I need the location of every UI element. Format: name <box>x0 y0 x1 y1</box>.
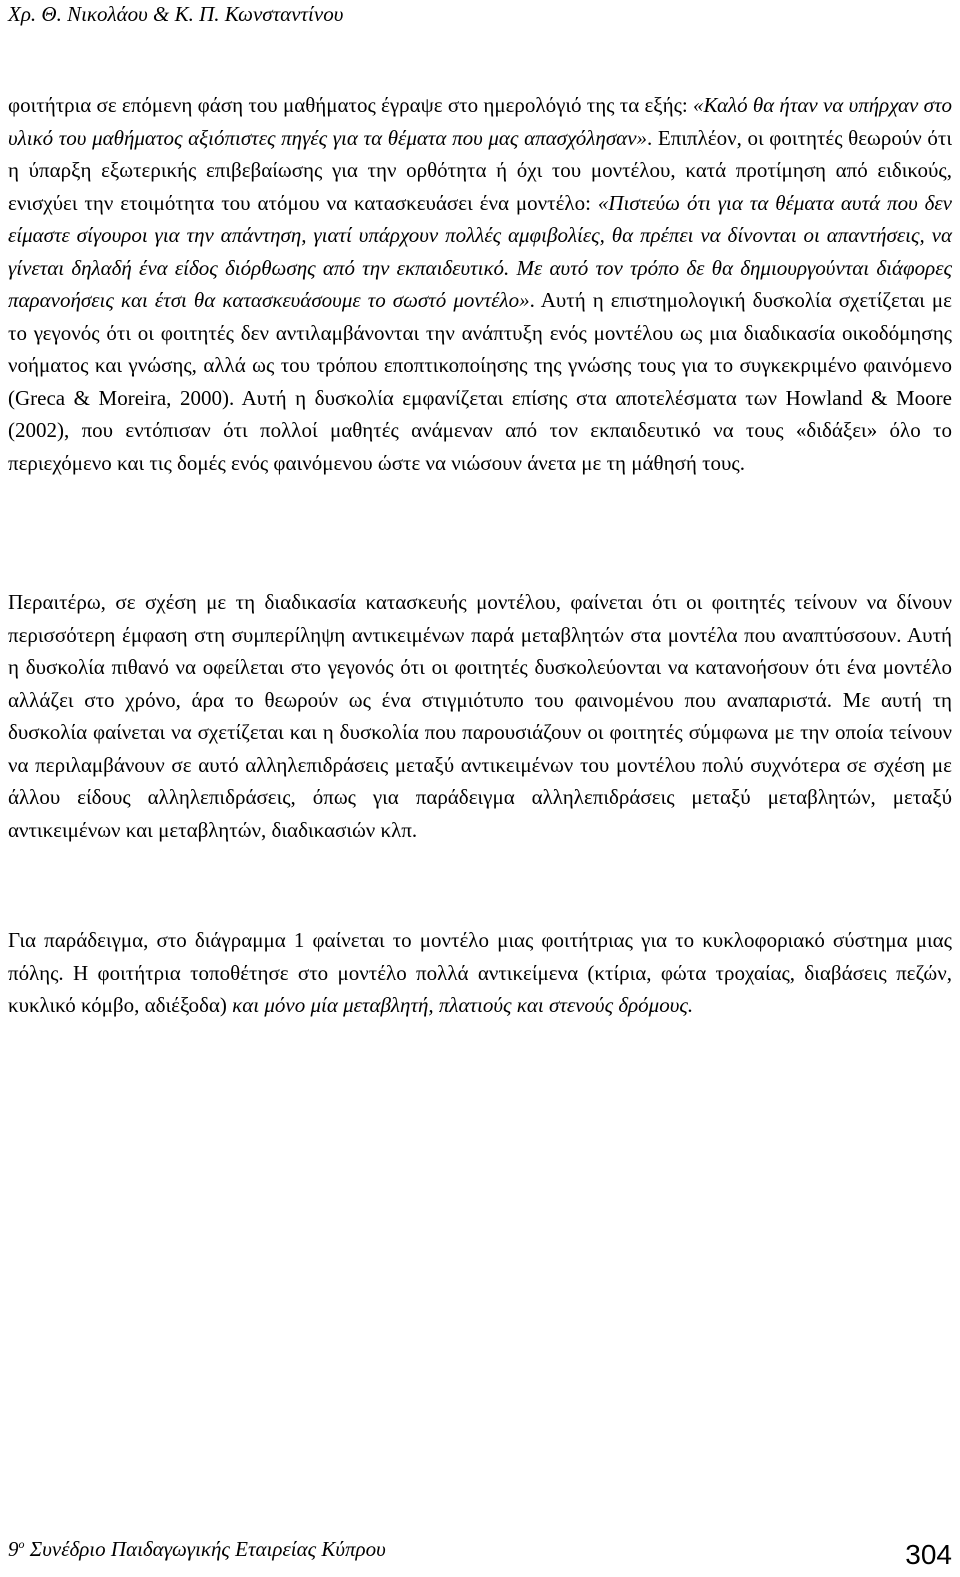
page-number: 304 <box>905 1539 952 1570</box>
paragraph-segment: . Αυτή η επιστημολογική δυσκολία σχετίζεται με το γεγονός ότι οι φοιτητές δεν αντιλαμβάνονται την ανάπτυξη ενός μοντέλου ως μια διαδικασία οικοδόμησης νοήματος και γνώσης, αλλά ως του τρόπου εποπτικοποίησης της γνώσης τους για το συγκεκριμένο φαινόμενο (Greca & Moreira, 2000). Αυτή η δυσκολία εμφανίζεται επίσης στα αποτελέσματα των Howland & Moore (2002), που εντόπισαν ότι πολλοί μαθητές ανάμεναν από τον εκπαιδευτικό να τους «διδάξει» όλο το περιεχόμενο και τις δομές ενός φαινόμενου ώστε να νιώσουν άνετα με τη μάθησή τους. <box>8 288 952 475</box>
paragraph-segment: Για παράδειγμα, στο διάγραμμα 1 φαίνεται το μοντέλο μιας φοιτήτριας για το κυκλοφοριακό σύστημα μιας πόλης. Η φοιτήτρια τοποθέτησε στο μοντέλο πολλά αντικείμενα (κτίρια, φώτα τροχαίας, διαβάσεις πεζών, κυκλικό κόμβο, αδιέξοδα) <box>8 928 952 1017</box>
footer-conference <box>8 1537 386 1561</box>
paragraph-segment: φοιτήτρια σε επόμενη φάση του μαθήματος έγραψε στο ημερολόγιό της τα εξής: <box>8 93 694 117</box>
italic-segment: και μόνο μία μεταβλητή, πλατιούς και στενούς δρόμους. <box>232 993 694 1017</box>
paragraph-3 <box>8 924 952 1022</box>
footer-conference-name: Συνέδριο Παιδαγωγικής Εταιρείας Κύπρου <box>29 1537 386 1561</box>
running-head: Χρ. Θ. Νικολάου & Κ. Π. Κωνσταντίνου <box>8 2 344 26</box>
paragraph-1 <box>8 89 952 479</box>
quote-segment: «Πιστεύω ότι για τα θέματα αυτά που δεν είμαστε σίγουροι για την απάντηση, γιατί υπάρχουν πολλές αμφιβολίες, θα πρέπει να δίνονται οι απαντήσεις, να γίνεται δηλαδή ένα είδος διόρθωσης από την εκπαιδευτικό. Με αυτό τον τρόπο δε θα δημιουργούνται διάφορες παρανοήσεις και έτσι θα κατασκευάσουμε το σωστό μοντέλο» <box>8 190 952 312</box>
paragraph-2 <box>8 586 952 846</box>
paragraph-segment: Περαιτέρω, σε σχέση με τη διαδικασία κατασκευής μοντέλου, φαίνεται ότι οι φοιτητές τείνουν να δίνουν περισσότερη έμφαση στη συμπερίληψη αντικειμένων παρά μεταβλητών στα μοντέλα που αναπτύσσουν. Αυτή η δυσκολία πιθανό να οφείλεται στο γεγονός ότι οι φοιτητές δυσκολεύονται να κατανοήσουν ότι ένα μοντέλο αλλάζει στο χρόνο, άρα το θεωρούν ως ένα στιγμιότυπο του φαινομένου που αναπαριστά. Με αυτή τη δυσκολία φαίνεται να σχετίζεται και η δυσκολία που παρουσιάζουν οι φοιτητές σύμφωνα με την οποία τείνουν να περιλαμβάνουν σε αυτό αλληλεπιδράσεις μεταξύ αντικειμένων του μοντέλου πολύ συχνότερα σε σχέση με άλλου είδους αλληλεπιδράσεις, όπως για παράδειγμα αλληλεπιδράσεις μεταξύ μεταβλητών, μεταξύ αντικειμένων και μεταβλητών, διαδικασιών κλπ. <box>8 590 952 842</box>
quote-segment: «Καλό θα ήταν να υπήρχαν στο υλικό του μαθήματος αξιόπιστες πηγές για τα θέματα που μας απασχόλησαν» <box>8 93 953 150</box>
footer-ordinal: 9 <box>8 1537 19 1561</box>
paragraph-segment: . Επιπλέον, οι φοιτητές θεωρούν ότι η ύπαρξη εξωτερικής επιβεβαίωσης για την ορθότητα ή όχι του μοντέλου, κατά προτίμηση από ειδικούς, ενισχύει την ετοιμότητα του ατόμου να κατασκευάσει ένα μοντέλο: <box>8 125 952 215</box>
footer-ordinal-suffix: ο <box>18 1537 25 1551</box>
